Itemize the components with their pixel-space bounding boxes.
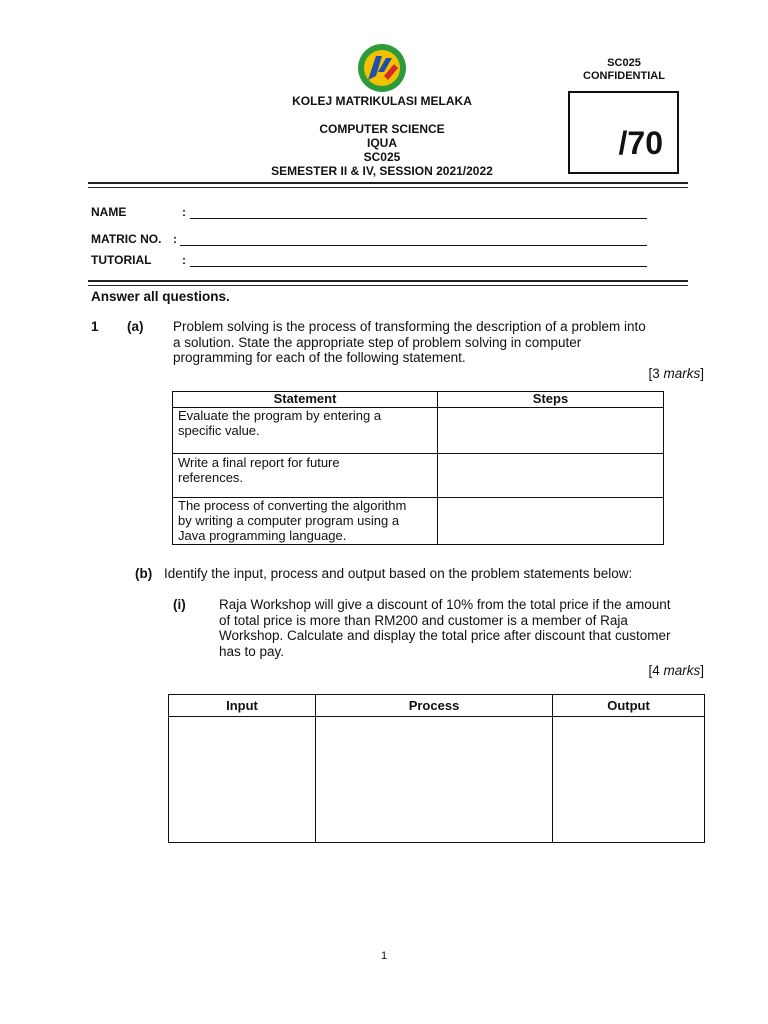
score-box — [568, 91, 679, 174]
course-code-label: SC025 — [607, 57, 641, 69]
ipo-header-row — [169, 695, 705, 717]
statement-line: The process of converting the algorithm — [178, 498, 407, 513]
input-header: Input — [169, 695, 316, 717]
fields-divider-thin — [88, 285, 688, 286]
matric-label: MATRIC NO. — [91, 232, 162, 246]
institution-name: KOLEJ MATRIKULASI MELAKA — [292, 94, 472, 108]
sub-i-line: has to pay. — [219, 643, 285, 659]
matric-colon: : — [173, 232, 177, 246]
header-divider-thin — [88, 187, 688, 188]
statement-line: references. — [178, 470, 244, 485]
part-a-marks-num: 3 — [652, 366, 660, 381]
steps-answer-cell[interactable] — [438, 454, 664, 498]
sub-i-line: Workshop. Calculate and display the total price after discount that customer — [219, 628, 671, 643]
tutorial-label: TUTORIAL — [91, 253, 152, 267]
output-answer-cell[interactable] — [553, 717, 705, 843]
input-process-output-table — [168, 694, 705, 843]
sub-i-line: of total price is more than RM200 and customer is a member of Raja — [219, 612, 628, 628]
statement-line: Evaluate the program by entering a — [178, 408, 382, 423]
statement-steps-table — [172, 391, 664, 545]
part-a-line: Problem solving is the process of transforming the description of a problem into — [173, 319, 646, 334]
fields-divider — [88, 280, 688, 282]
part-a-label: (a) — [127, 319, 144, 334]
statement-line: Java programming language. — [178, 528, 347, 543]
tutorial-colon: : — [182, 253, 186, 267]
part-a-text — [173, 319, 653, 366]
process-answer-cell[interactable] — [316, 717, 553, 843]
header-divider — [88, 182, 688, 184]
name-field[interactable] — [190, 218, 647, 219]
name-colon: : — [182, 205, 186, 219]
statement-header: Statement — [173, 392, 438, 408]
part-a-line: programming for each of the following statement. — [173, 350, 466, 365]
sub-i-marks: [4 marks] — [648, 663, 704, 678]
subject-name: COMPUTER SCIENCE — [319, 122, 445, 136]
assessment-name: IQUA — [367, 136, 397, 150]
college-logo — [356, 42, 408, 94]
sub-i-marks-num: 4 — [652, 663, 660, 678]
table-row — [173, 498, 664, 545]
score-total: /70 — [618, 125, 663, 161]
confidential-label: CONFIDENTIAL — [583, 70, 665, 82]
session-label: SEMESTER II & IV, SESSION 2021/2022 — [271, 164, 493, 178]
statement-line: specific value. — [178, 423, 260, 438]
sub-i-text — [219, 597, 699, 659]
ipo-answer-row — [169, 717, 705, 843]
part-b-text: Identify the input, process and output based on the problem statements below: — [164, 566, 633, 581]
statement-cell — [173, 454, 438, 498]
matric-field[interactable] — [180, 245, 647, 246]
table-header-row — [173, 392, 664, 408]
table-row — [173, 454, 664, 498]
statement-cell — [173, 408, 438, 454]
tutorial-field[interactable] — [190, 266, 647, 267]
table-row — [173, 408, 664, 454]
part-a-marks: [3 marks] — [648, 366, 704, 381]
process-header: Process — [316, 695, 553, 717]
instruction: Answer all questions. — [91, 289, 230, 304]
statement-line: Write a final report for future — [178, 455, 340, 470]
sub-i-line: Raja Workshop will give a discount of 10% from the total price if the amount — [219, 597, 671, 612]
steps-header: Steps — [438, 392, 664, 408]
input-answer-cell[interactable] — [169, 717, 316, 843]
steps-answer-cell[interactable] — [438, 408, 664, 454]
part-a-line: a solution. State the appropriate step of problem solving in computer — [173, 334, 582, 350]
document-header — [200, 94, 564, 178]
question-number: 1 — [91, 319, 99, 334]
statement-cell — [173, 498, 438, 545]
part-b-label: (b) — [135, 566, 153, 581]
page-number: 1 — [380, 950, 388, 962]
part-a-marks-word: marks — [663, 366, 701, 381]
statement-line: by writing a computer program using a — [178, 513, 400, 528]
sub-i-label: (i) — [173, 597, 186, 612]
sub-i-marks-word: marks — [663, 663, 701, 678]
steps-answer-cell[interactable] — [438, 498, 664, 545]
name-label: NAME — [91, 205, 127, 219]
course-code: SC025 — [363, 150, 401, 164]
output-header: Output — [553, 695, 705, 717]
document-code-block — [572, 57, 676, 83]
